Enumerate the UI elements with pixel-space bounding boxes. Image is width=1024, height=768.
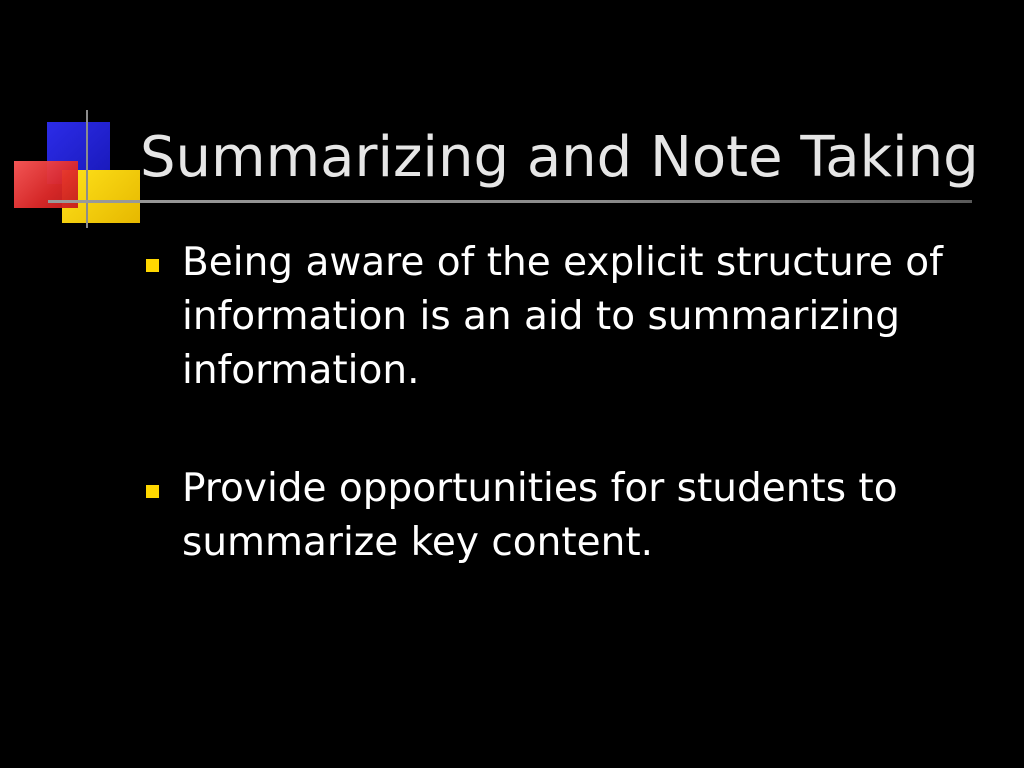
bullet-text: Provide opportunities for students to summarize key content.: [182, 466, 898, 565]
square-bullet-icon: [146, 485, 159, 498]
title-underline-rule: [48, 200, 972, 203]
square-bullet-icon: [146, 259, 159, 272]
vertical-rule: [86, 110, 88, 228]
bullet-text: Being aware of the explicit structure of information is an aid to summarizing information.: [182, 240, 943, 393]
bullet-item: [142, 236, 982, 398]
bullet-list: [142, 236, 982, 634]
slide-title: Summarizing and Note Taking: [140, 125, 979, 190]
bullet-item: [142, 462, 982, 570]
